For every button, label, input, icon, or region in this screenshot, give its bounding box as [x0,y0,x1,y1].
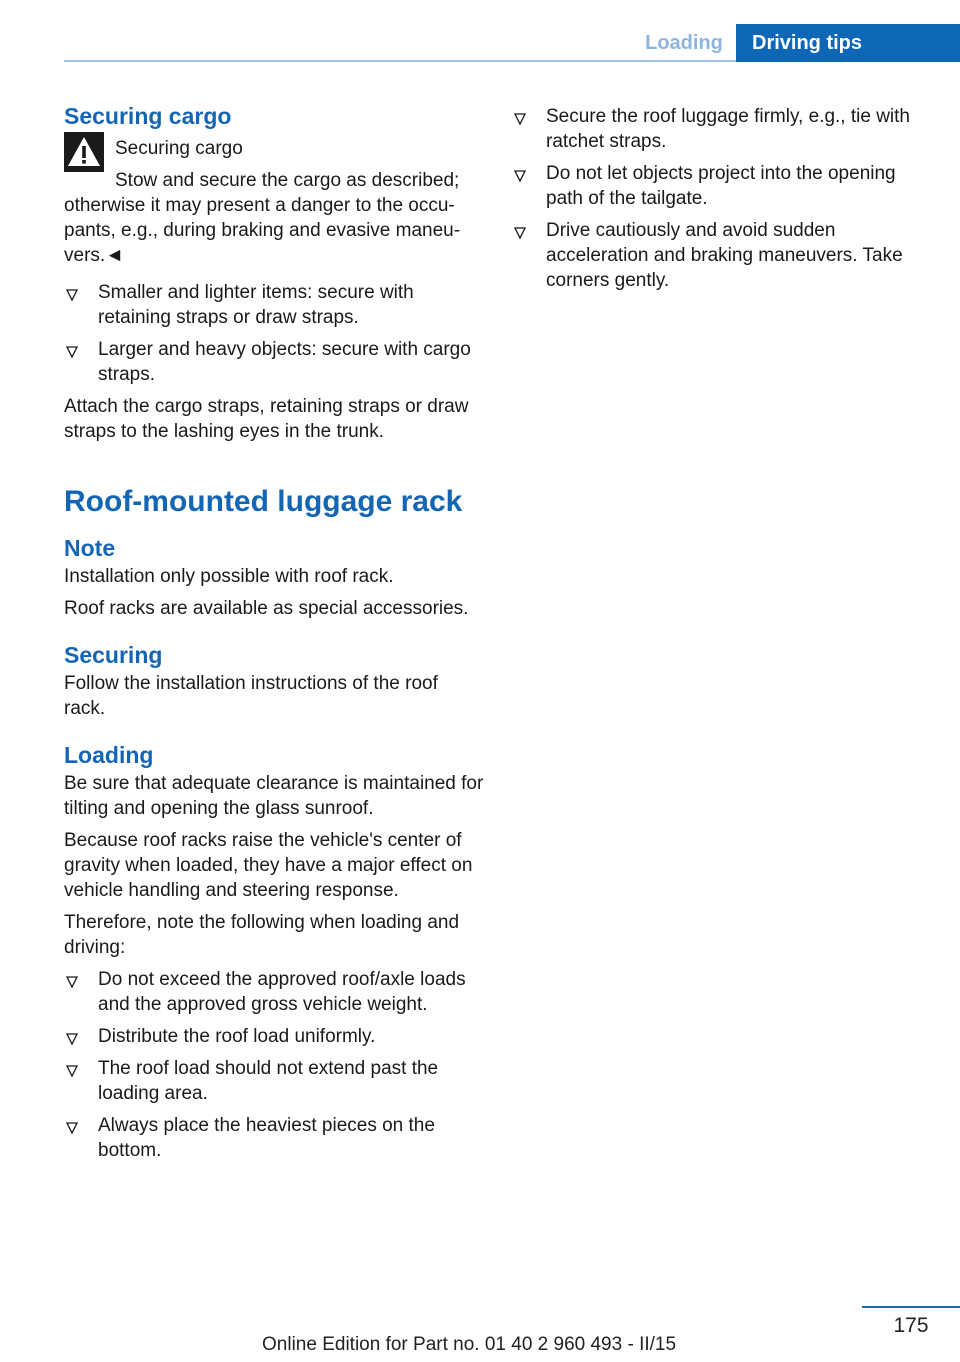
list-item-text: Do not exceed the approved roof/axle loads and the approved gross vehicle weight. [98,969,466,1015]
list-item-text: Smaller and lighter items: secure with retaining straps or draw straps. [98,282,414,328]
list-item [64,337,484,387]
triangle-bullet-icon [514,165,526,190]
list-item-text: Do not let objects project into the opening path of the tailgate. [546,163,896,209]
warning-line-4: vers.◄ [64,245,124,266]
list-item [64,280,484,330]
loading-text-2: Because roof racks raise the vehicle's center of gravity when loaded, they have a major effect on vehicle handling and steering response. [64,830,473,901]
triangle-bullet-icon [514,108,526,133]
left-column [64,100,484,1163]
triangle-bullet-icon [66,1117,78,1142]
list-item-text: Distribute the roof load uniformly. [98,1026,376,1047]
securing-heading: Securing [64,642,163,668]
roof-luggage-bullet-list [512,104,932,293]
note-text-2: Roof racks are available as special accessories. [64,598,469,619]
list-item [64,1024,484,1049]
list-item [512,161,932,211]
list-item-text: Larger and heavy objects: secure with cargo straps. [98,339,471,385]
edition-footer: Online Edition for Part no. 01 40 2 960 493 - II/15 [262,1334,677,1355]
list-item [512,104,932,154]
triangle-bullet-icon [514,222,526,247]
list-item [64,967,484,1017]
list-item-text: Secure the roof luggage firmly, e.g., tie with ratchet straps. [546,106,910,152]
securing-cargo-heading: Securing cargo [64,103,232,129]
loading-heading: Loading [64,742,154,768]
tab-driving-tips[interactable]: Driving tips [736,24,960,62]
right-column [512,104,932,293]
warning-block [64,136,484,193]
note-heading: Note [64,535,116,561]
loading-text-1: Be sure that adequate clearance is maintained for tilting and opening the glass sunroof. [64,773,484,819]
securing-text: Follow the installation instructions of the roof rack. [64,673,438,719]
loading-bullet-list [64,967,484,1163]
footer-rule [862,1306,960,1308]
warning-line-1: Stow and secure the cargo as described; [115,170,460,191]
list-item [64,1056,484,1106]
warning-title: Securing cargo [115,138,243,159]
triangle-bullet-icon [66,1060,78,1085]
triangle-bullet-icon [66,284,78,309]
roof-rack-heading: Roof-mounted luggage rack [64,485,463,518]
warning-icon [64,132,104,177]
attach-text: Attach the cargo straps, retaining straps or draw straps to the lashing eyes in the trunk. [64,396,469,442]
triangle-bullet-icon [66,971,78,996]
list-item-text: Drive cautiously and avoid sudden acceleration and braking maneuvers. Take corners gently. [546,220,903,291]
triangle-bullet-icon [66,1028,78,1053]
warning-line-3: pants, e.g., during braking and evasive maneu- [64,220,461,241]
page-number: 175 [893,1314,929,1337]
list-item-text: The roof load should not extend past the loading area. [98,1058,439,1104]
tab-loading[interactable]: Loading [645,32,723,54]
list-item [64,1113,484,1163]
triangle-bullet-icon [66,341,78,366]
cargo-bullet-list [64,280,484,387]
warning-line-2: otherwise it may present a danger to the occu- [64,195,455,216]
loading-text-3: Therefore, note the following when loading and driving: [64,912,460,958]
note-text-1: Installation only possible with roof rack. [64,566,394,587]
list-item [512,218,932,293]
list-item-text: Always place the heaviest pieces on the bottom. [98,1115,435,1161]
